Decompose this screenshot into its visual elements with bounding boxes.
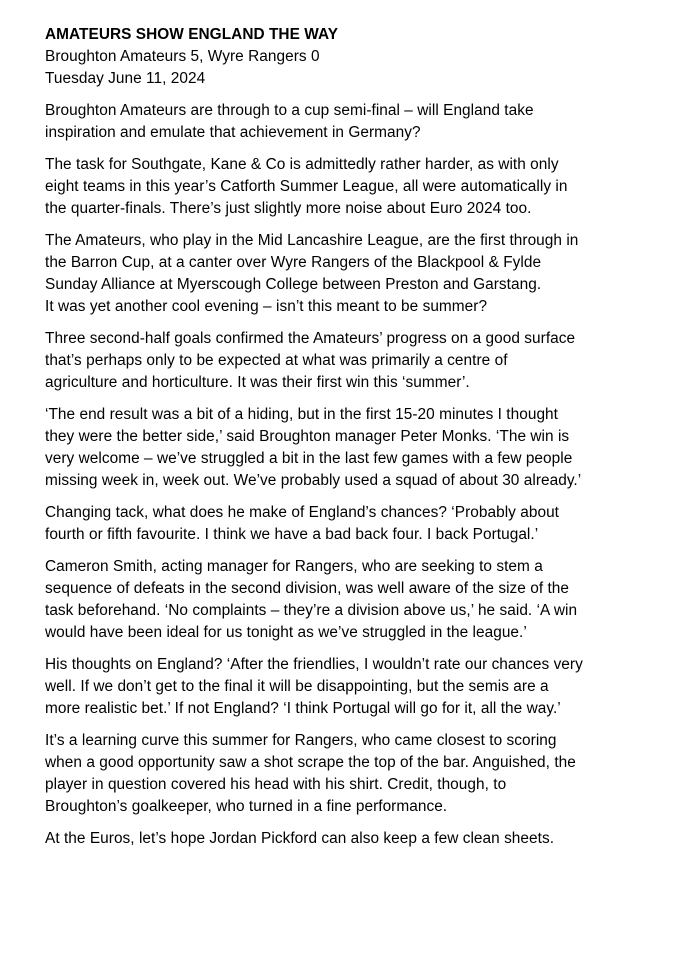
text-line: missing week in, week out. We’ve probably used a squad of about 30 already.’ <box>45 472 582 489</box>
text-line: Sunday Alliance at Myerscough College between Preston and Garstang. <box>45 276 542 293</box>
text-line: well. If we don’t get to the final it will be disappointing, but the semis are a <box>45 678 549 695</box>
text-line: that’s perhaps only to be expected at what was primarily a centre of <box>45 352 508 369</box>
text-line: It’s a learning curve this summer for Rangers, who came closest to scoring <box>45 732 557 749</box>
text-line: Changing tack, what does he make of England’s chances? ‘Probably about <box>45 504 560 521</box>
text-line: player in question covered his head with his shirt. Credit, though, to <box>45 776 507 793</box>
text-line: would have been ideal for us tonight as we’ve struggled in the league.’ <box>45 624 527 641</box>
text-line: the quarter-finals. There’s just slightly more noise about Euro 2024 too. <box>45 200 532 217</box>
text-line: At the Euros, let’s hope Jordan Pickford can also keep a few clean sheets. <box>45 830 555 847</box>
paragraph-6 <box>45 502 670 546</box>
text-line: fourth or fifth favourite. I think we have a bad back four. I back Portugal.’ <box>45 526 539 543</box>
text-line: very welcome – we’ve struggled a bit in the last few games with a few people <box>45 450 573 467</box>
text-line: when a good opportunity saw a shot scrape the top of the bar. Anguished, the <box>45 754 576 771</box>
paragraph-9 <box>45 730 670 818</box>
text-line: agriculture and horticulture. It was their first win this ‘summer’. <box>45 374 470 391</box>
paragraph-3 <box>45 230 670 318</box>
text-line: Broughton’s goalkeeper, who turned in a fine performance. <box>45 798 448 815</box>
text-line: the Barron Cup, at a canter over Wyre Rangers of the Blackpool & Fylde <box>45 254 542 271</box>
text-line: It was yet another cool evening – isn’t this meant to be summer? <box>45 298 488 315</box>
text-line: more realistic bet.’ If not England? ‘I think Portugal will go for it, all the way.’ <box>45 700 561 717</box>
paragraph-10 <box>45 828 670 850</box>
text-line: ‘The end result was a bit of a hiding, but in the first 15-20 minutes I thought <box>45 406 558 423</box>
paragraph-5 <box>45 404 670 492</box>
paragraph-1 <box>45 100 670 144</box>
article-header <box>45 24 670 90</box>
text-line: Broughton Amateurs are through to a cup semi-final – will England take <box>45 102 534 119</box>
text-line: Three second-half goals confirmed the Amateurs’ progress on a good surface <box>45 330 576 347</box>
text-line: eight teams in this year’s Catforth Summer League, all were automatically in <box>45 178 568 195</box>
paragraph-8 <box>45 654 670 720</box>
text-line: sequence of defeats in the second division, was well aware of the size of the <box>45 580 570 597</box>
text-line: The Amateurs, who play in the Mid Lancashire League, are the first through in <box>45 232 579 249</box>
document-page <box>45 24 670 850</box>
paragraph-4 <box>45 328 670 394</box>
article-body <box>45 100 670 850</box>
paragraph-7 <box>45 556 670 644</box>
text-line: task beforehand. ‘No complaints – they’re a division above us,’ he said. ‘A win <box>45 602 578 619</box>
text-line: Cameron Smith, acting manager for Rangers, who are seeking to stem a <box>45 558 543 575</box>
text-line: they were the better side,’ said Broughton manager Peter Monks. ‘The win is <box>45 428 570 445</box>
paragraph-2 <box>45 154 670 220</box>
article-date: Tuesday June 11, 2024 <box>45 70 206 87</box>
headline: AMATEURS SHOW ENGLAND THE WAY <box>45 26 339 43</box>
text-line: His thoughts on England? ‘After the friendlies, I wouldn’t rate our chances very <box>45 656 583 673</box>
score-line: Broughton Amateurs 5, Wyre Rangers 0 <box>45 48 320 65</box>
text-line: inspiration and emulate that achievement in Germany? <box>45 124 421 141</box>
text-line: The task for Southgate, Kane & Co is admittedly rather harder, as with only <box>45 156 559 173</box>
